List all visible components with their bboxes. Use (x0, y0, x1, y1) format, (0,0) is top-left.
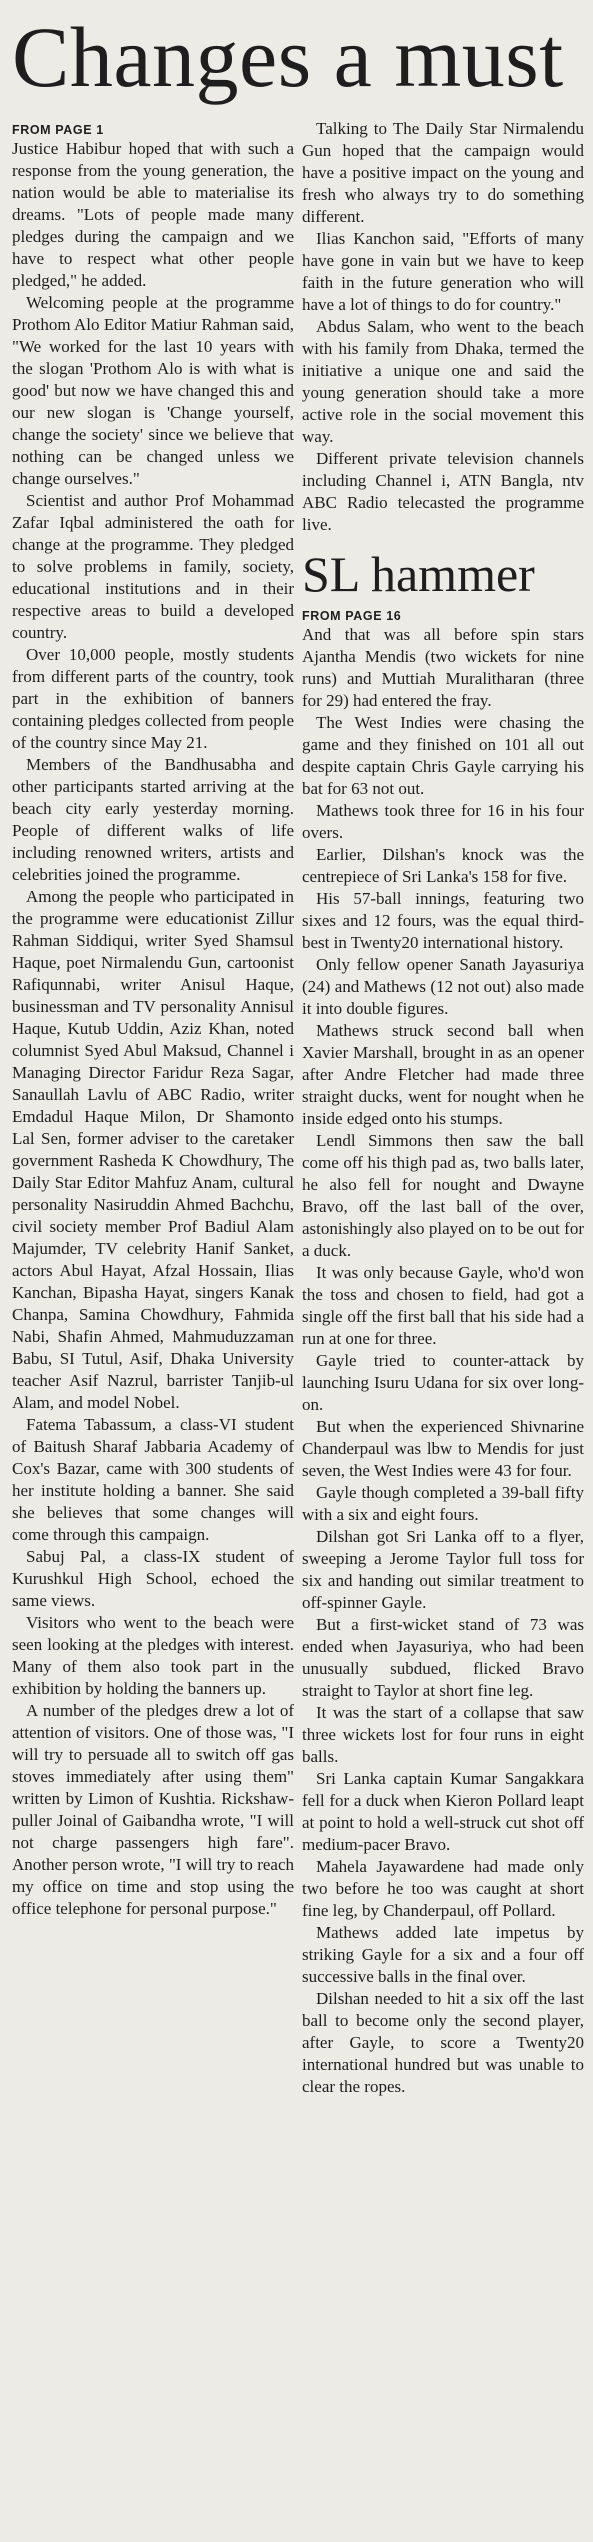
second-article-paragraph: Mathews took three for 16 in his four overs. (302, 801, 584, 842)
main-article-paragraph: Among the people who participated in the programme were educationist Zillur Rahman Siddiqui, writer Syed Shamsul Haque, poet Nirmalendu Gun, cartoonist Rafiqunnabi, writer Anisul Haque, businessman and TV personality Annisul Haque, Kutub Uddin, Aziz Khan, noted columnist Syed Abul Maksud, Channel i Managing Director Faridur Reza Sagar, Sanaullah Lavlu of ABC Radio, writer Emdadul Haque Milon, Dr Shamonto Lal Sen, former adviser to the caretaker government Rasheda K Chowdhury, The Daily Star Editor Mahfuz Anam, cultural personality Nasiruddin Ahmed Bachchu, civil society member Prof Badiul Alam Majumder, TV celebrity Hanif Sanket, actors Abul Hayat, Afzal Hossain, Ilias Kanchan, Bipasha Hayat, singers Kanak Chanpa, Samina Chowdhury, Fahmida Nabi, Shafin Ahmed, Mahmuduzzaman Babu, SI Tutul, Asif, Dhaka University teacher Asif Nazrul, barrister Tanjib-ul Alam, and model Nobel. (12, 887, 294, 1412)
main-article-kicker: FROM PAGE 1 (12, 123, 104, 137)
main-article-paragraph: Fatema Tabassum, a class-VI student of Baitush Sharaf Jabbaria Academy of Cox's Bazar, came with 300 students of her institute holding a banner. She said she believes that some changes will come through this campaign. (12, 1415, 294, 1544)
second-article-paragraph: But a first-wicket stand of 73 was ended when Jayasuriya, who had been unusually subdued, flicked Bravo straight to Taylor at short fine leg. (302, 1615, 584, 1700)
second-article-paragraph: But when the experienced Shivnarine Chanderpaul was lbw to Mendis for just seven, the West Indies were 43 for four. (302, 1417, 584, 1480)
second-article-paragraph: And that was all before spin stars Ajantha Mendis (two wickets for nine runs) and Muttiah Muralitharan (three for 29) had entered the fray. (302, 625, 584, 710)
second-article-kicker: FROM PAGE 16 (302, 609, 402, 623)
second-article-paragraph: Gayle tried to counter-attack by launching Isuru Udana for six over long-on. (302, 1351, 584, 1414)
right-column (302, 118, 584, 2538)
main-article-paragraph: Welcoming people at the programme Prothom Alo Editor Matiur Rahman said, "We worked for the last 10 years with the slogan 'Prothom Alo is with what is good' but now we have changed this and our new slogan is 'Change yourself, change the society' since we believe that nothing can be changed unless we change ourselves." (12, 293, 294, 488)
second-article-paragraph: Dilshan got Sri Lanka off to a flyer, sweeping a Jerome Taylor full toss for six and handing out similar treatment to off-spinner Gayle. (302, 1527, 584, 1612)
second-article-paragraph: The West Indies were chasing the game and they finished on 101 all out despite captain Chris Gayle carrying his bat for 63 not out. (302, 713, 584, 798)
main-article-column-left (12, 118, 294, 2538)
second-headline: SL hammer (302, 546, 535, 602)
main-headline: Changes a must (12, 9, 564, 105)
second-article-paragraph: Sri Lanka captain Kumar Sangakkara fell for a duck when Kieron Pollard leapt at point to hold a well-struck cut shot off medium-pacer Bravo. (302, 1769, 584, 1854)
second-article-paragraph: Dilshan needed to hit a six off the last ball to become only the second player, after Gayle, to score a Twenty20 international hundred but was unable to clear the ropes. (302, 1989, 584, 2096)
main-article-paragraph: Members of the Bandhusabha and other participants started arriving at the beach city early yesterday morning. People of different walks of life including renowned writers, artists and celebrities joined the programme. (12, 755, 294, 884)
second-article-paragraph: It was only because Gayle, who'd won the toss and chosen to field, had got a single off the first ball that his side had a run at one for three. (302, 1263, 584, 1348)
main-article-paragraph: Justice Habibur hoped that with such a response from the young generation, the nation would be able to materialise its dreams. "Lots of people made many pledges during the campaign and we have to respect what other people pledged," he added. (12, 139, 294, 290)
main-article-paragraph: Sabuj Pal, a class-IX student of Kurushkul High School, echoed the same views. (12, 1547, 294, 1610)
second-article-paragraph: Mathews struck second ball when Xavier Marshall, brought in as an opener after Andre Fletcher had made three straight ducks, went for nought when he inside edged onto his stumps. (302, 1021, 584, 1128)
second-article-paragraph: Gayle though completed a 39-ball fifty with a six and eight fours. (302, 1483, 584, 1524)
second-article-paragraph: Mahela Jayawardene had made only two before he too was caught at short fine leg, by Chanderpaul, off Pollard. (302, 1857, 584, 1920)
main-article-paragraph: A number of the pledges drew a lot of attention of visitors. One of those was, "I will try to persuade all to switch off gas stoves immediately after using them" written by Limon of Kushtia. Rickshaw-puller Joinal of Gaibandha wrote, "I will not charge passengers high fare". Another person wrote, "I will try to reach my office on time and stop using the office telephone for personal purpose." (12, 1701, 294, 1918)
second-article-paragraph: Earlier, Dilshan's knock was the centrepiece of Sri Lanka's 158 for five. (302, 845, 584, 886)
main-article-paragraph: Visitors who went to the beach were seen looking at the pledges with interest. Many of them also took part in the exhibition by holding the banners up. (12, 1613, 294, 1698)
second-article-paragraph: His 57-ball innings, featuring two sixes and 12 fours, was the equal third-best in Twenty20 international history. (302, 889, 584, 952)
main-article-paragraph: Over 10,000 people, mostly students from different parts of the country, took part in the exhibition of banners containing pledges collected from people of the country since May 21. (12, 645, 294, 752)
main-article-paragraph: Talking to The Daily Star Nirmalendu Gun hoped that the campaign would have a positive impact on the young and fresh who always try to do something different. (302, 119, 584, 226)
second-article-paragraph: Lendl Simmons then saw the ball come off his thigh pad as, two balls later, he also fell for nought and Dwayne Bravo, off the last ball of the over, astonishingly also played on to be out for a duck. (302, 1131, 584, 1260)
main-article-paragraph: Ilias Kanchon said, "Efforts of many have gone in vain but we have to keep faith in the future generation who will have a lot of things to do for country." (302, 229, 584, 314)
second-article-paragraph: It was the start of a collapse that saw three wickets lost for four runs in eight balls. (302, 1703, 584, 1766)
main-article-paragraph: Different private television channels including Channel i, ATN Bangla, ntv ABC Radio telecasted the programme live. (302, 449, 584, 534)
main-article-paragraph: Abdus Salam, who went to the beach with his family from Dhaka, termed the initiative a unique one and said the young generation should take a more active role in the social movement this way. (302, 317, 584, 446)
second-article-paragraph: Mathews added late impetus by striking Gayle for a six and a four off successive balls in the final over. (302, 1923, 584, 1986)
second-article-paragraph: Only fellow opener Sanath Jayasuriya (24) and Mathews (12 not out) also made it into double figures. (302, 955, 584, 1018)
main-article-paragraph: Scientist and author Prof Mohammad Zafar Iqbal administered the oath for change at the programme. They pledged to solve problems in family, society, educational institutions and in their respective areas to build a developed country. (12, 491, 294, 642)
